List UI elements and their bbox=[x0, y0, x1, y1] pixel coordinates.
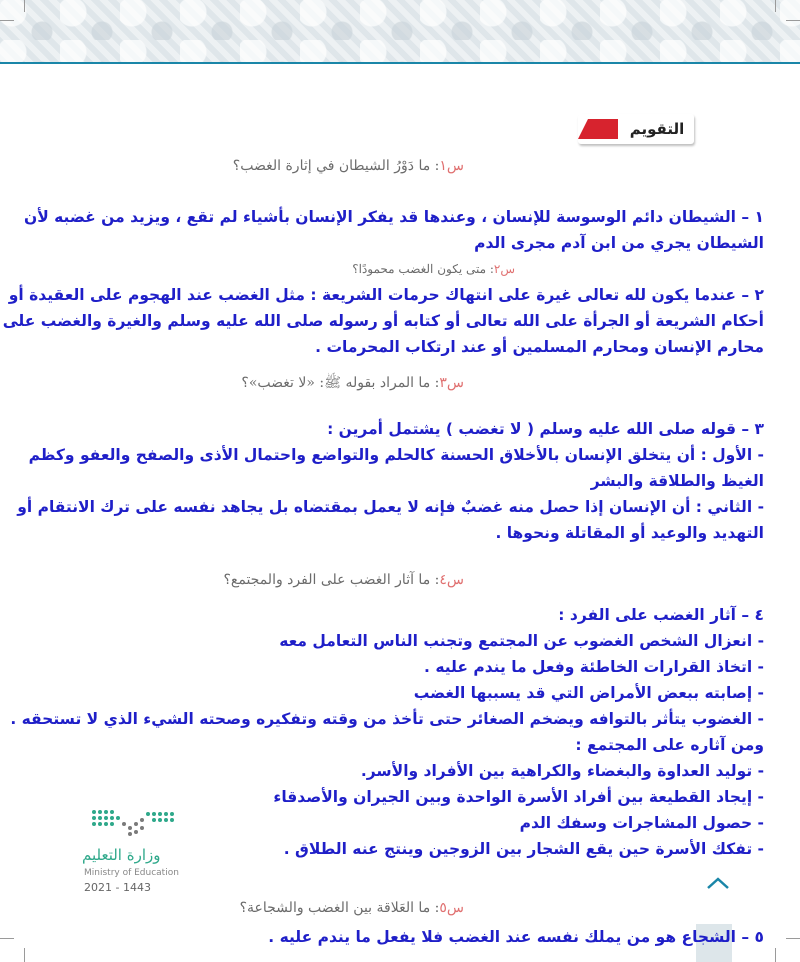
answer-line: - الأول : أن يتخلق الإنسان بالأخلاق الحسنة كالحلم والتواضع واحتمال الأذى والصفح والعفو وكظم bbox=[28, 446, 764, 464]
ministry-logo bbox=[42, 806, 202, 906]
answer-line: ٣ – قوله صلى الله عليه وسلم ( لا تغضب ) يشتمل أمرين : bbox=[327, 420, 764, 438]
answer-line: - إصابته ببعض الأمراض التي قد يسببها الغضب bbox=[413, 684, 764, 702]
header-pattern-band bbox=[0, 0, 800, 62]
answer-1 bbox=[23, 204, 764, 256]
question-number: س٢ bbox=[493, 262, 515, 276]
question-2 bbox=[352, 262, 515, 276]
crop-mark bbox=[786, 938, 800, 939]
answer-line: - إيجاد القطيعة بين أفراد الأسرة الواحدة وبين الجيران والأصدقاء bbox=[273, 788, 764, 806]
answer-line: الغيظ والطلاقة والبشر bbox=[590, 472, 764, 490]
answer-line: - تفكك الأسرة حين يقع الشجار بين الزوجين وينتج عنه الطلاق . bbox=[283, 840, 764, 858]
answer-line: الشيطان يجري من ابن آدم مجرى الدم bbox=[474, 234, 764, 252]
logo-year-text: 2021 - 1443 bbox=[84, 881, 151, 894]
answer-line: - انعزال الشخص الغضوب عن المجتمع وتجنب الناس التعامل معه bbox=[279, 632, 764, 650]
question-3 bbox=[241, 374, 464, 394]
answer-line: - الثاني : أن الإنسان إذا حصل منه غضبٌ فإنه لا يعمل بمقتضاه بل يجاهد نفسه على ترك الانتقام أو bbox=[17, 498, 764, 516]
answer-line: أحكام الشريعة أو الجرأة على الله تعالى أو كتابه أو رسوله صلى الله عليه وسلم والغيرة والغضب على bbox=[2, 312, 764, 330]
question-number: س٥ bbox=[439, 900, 464, 916]
logo-english-text: Ministry of Education bbox=[84, 868, 179, 878]
answer-line: ٢ – عندما يكون لله تعالى غيرة على انتهاك حرمات الشريعة : مثل الغضب عند الهجوم على العقيدة أو bbox=[8, 286, 764, 304]
question-text: : ما دَوْرُ الشيطان في إثارة الغضب؟ bbox=[232, 158, 440, 174]
logo-arabic-text: وزارة التعليم bbox=[82, 846, 161, 864]
question-text: : ما العَلاقة بين الغضب والشجاعة؟ bbox=[239, 900, 440, 916]
answer-line: - توليد العداوة والبغضاء والكراهية بين الأفراد والأسر. bbox=[360, 762, 764, 780]
logo-dots-icon bbox=[90, 806, 180, 840]
crop-mark bbox=[775, 0, 776, 12]
answer-line: التهديد والوعيد أو المقاتلة ونحوها . bbox=[495, 524, 764, 542]
section-tag-label: التقويم bbox=[629, 120, 685, 138]
answer-line: - الغضوب يتأثر بالتوافه ويضخم الصغائر حتى تأخذ من وقته وتفكيره وصحته الشيء الذي لا تستحقه . bbox=[10, 710, 764, 728]
answer-3 bbox=[17, 416, 764, 546]
crop-mark bbox=[24, 948, 25, 962]
answer-line: - حصول المشاجرات وسفك الدم bbox=[519, 814, 764, 832]
question-1 bbox=[233, 158, 464, 174]
crop-mark bbox=[0, 938, 14, 939]
question-number: س٣ bbox=[439, 375, 464, 391]
answer-line: ٥ – الشجاع هو من يملك نفسه عند الغضب فلا يفعل ما يندم عليه . bbox=[268, 928, 764, 946]
question-text: : ما آثار الغضب على الفرد والمجتمع؟ bbox=[223, 572, 440, 588]
chevron-up-icon bbox=[705, 876, 731, 890]
question-5 bbox=[240, 900, 464, 916]
header-divider bbox=[0, 62, 800, 64]
answer-line: ومن آثاره على المجتمع : bbox=[575, 736, 764, 754]
answer-line: ٤ – آثار الغضب على الفرد : bbox=[558, 606, 764, 624]
question-4 bbox=[223, 572, 464, 588]
question-number: س٤ bbox=[439, 572, 464, 588]
question-text: : متى يكون الغضب محمودًا؟ bbox=[352, 262, 494, 276]
answer-line: محارم الإنسان ومحارم المسلمين أو عند ارتكاب المحرمات . bbox=[315, 338, 764, 356]
answer-line: ١ – الشيطان دائم الوسوسة للإنسان ، وعندها قد يفكر الإنسان بأشياء لم تقع ، ويزيد من غضبه لأن bbox=[23, 208, 764, 226]
crop-mark bbox=[24, 0, 25, 12]
question-text: : ما المراد بقوله ﷺ: «لا تغضب»؟ bbox=[241, 375, 440, 391]
crop-mark bbox=[786, 20, 800, 21]
question-number: س١ bbox=[439, 158, 464, 174]
answer-line: - اتخاذ القرارات الخاطئة وفعل ما يندم عليه . bbox=[424, 658, 764, 676]
crop-mark bbox=[775, 948, 776, 962]
answer-2 bbox=[2, 282, 764, 360]
crop-mark bbox=[0, 20, 14, 21]
answer-5 bbox=[40, 924, 764, 950]
